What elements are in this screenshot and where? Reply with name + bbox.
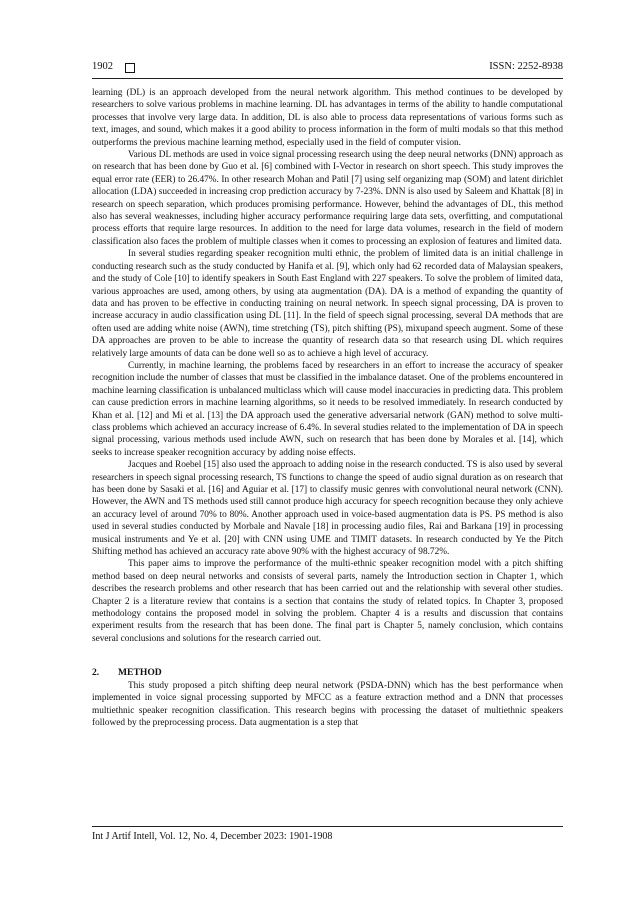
section-paragraph: This study proposed a pitch shifting deep neural network (PSDA-DNN) which has the best performance when implemented in voice signal processing supported by MFCC as a feature extraction method and a DNN that processes multiethnic speaker recognition classification. This research begins with processing the dataset of multiethnic speakers followed by the preprocessing process. Data augmentation is a step that — [92, 680, 563, 728]
paragraph-4: Currently, in machine learning, the problems faced by researchers in an effort to increase the accuracy of speaker recognition include the number of classes that must be classified in the imbalance dataset. One of the problems encountered in machine learning classification is unbalanced multiclass which will cause model inaccuracies in predicting data. This problem can cause prediction errors in machine learning algorithms, so it needs to be resolved immediately. In research conducted by Khan et al. [12] and Mi et al. [13] the DA approach used the generative adversarial network (GAN) method to solve multi-class problems which achieved an accuracy increase of 6.4%. In several studies related to the implementation of DA in speech signal processing, various methods used include AWN, such on research that has been done by Morales et al. [14], which seeks to increase speaker recognition accuracy by adding noise effects. — [92, 360, 563, 458]
page-number: 1902 — [92, 61, 113, 72]
section-number: 2. — [92, 667, 100, 679]
footer-rule — [92, 826, 563, 827]
section-heading — [92, 667, 563, 679]
paragraph-5: Jacques and Roebel [15] also used the approach to adding noise in the research conducted. TS is also used by several researchers in speech signal processing research, TS functions to change the speed of audio signal duration as on research that has been done by Sasaki et al. [16] and Aguiar et al. [17] to classify music genres with convolutional neural network (CNN). However, the AWN and TS methods used still cannot produce high accuracy for speech recognition because they only achieve an accuracy level of around 70% to 80%. Another approach used in voice-based augmentation data is PS. PS method is also used in several studies conducted by Morbale and Navale [18] in processing audio files, Rai and Barkana [19] in processing musical instruments and Ye et al. [20] with CNN using UME and TIMIT datasets. In research conducted by Ye the Pitch Shifting method has achieved an accuracy rate above 90% with the highest accuracy of 98.72%. — [92, 460, 563, 558]
footer-citation: Int J Artif Intell, Vol. 12, No. 4, December 2023: 1901-1908 — [92, 831, 333, 842]
article-body — [92, 87, 563, 729]
paragraph-6: This paper aims to improve the performance of the multi-ethnic speaker recognition model with a pitch shifting method based on deep neural networks and consists of several parts, namely the Introduction section in Chapter 1, which describes the research problems and other research that has been carried out and the relationship with several other studies. Chapter 2 is a literature review that contains is a section that contains the study of related topics. In Chapter 3, proposed methodology contains the proposed model in solving the problem. Chapter 4 is a results and discussion that contains experiment results from the research that has been done. The final part is Chapter 5, namely conclusion, which contains several conclusions and solutions for the research carried out. — [92, 559, 563, 644]
paragraph-3: In several studies regarding speaker recognition multi ethnic, the problem of limited data is an initial challenge in conducting research such as the study conducted by Hanifa et al. [9], which only had 62 recorded data of Malaysian speakers, and the study of Cole [10] to identify speakers in South East England with 227 speakers. To solve the problem of limited data, various approaches are used, among others, by using ata augmentation (DA). DA is a method of expanding the quantity of data and has proven to be effective in conducting training on neural network. In speech signal processing, DA is proven to increase accuracy in audio classification using DL [11]. In the field of speech signal processing, several DA methods that are often used are adding white noise (AWN), time stretching (TS), pitch shifting (PS), mixupand speech augment. Some of these DA approaches are proven to be able to increase the quantity of research data so that research using DL which requires relatively large amounts of data can be done well so as to achieve a high level of accuracy. — [92, 249, 563, 359]
separator-box-icon — [125, 63, 135, 73]
paragraph-1: learning (DL) is an approach developed from the neural network algorithm. This method continues to be developed by researchers to solve various problems in machine learning. DL has advantages in terms of the ability to handle computational processes that involve very large data. In addition, DL is also able to process data representations of various forms such as text, images, and sound, which makes it a good ability to process information in the form of multi modals so that this method outperforms the previous machine learning method, especially used in the field of computer vision. — [92, 88, 563, 148]
header-rule — [92, 78, 563, 79]
section-title: METHOD — [118, 667, 162, 679]
page-header — [92, 61, 563, 77]
paragraph-2: Various DL methods are used in voice signal processing research using the deep neural networks (DNN) approach as on research that has been done by Guo et al. [6] combined with I-Vector in research on short speech. This study improves the equal error rate (EER) to 26.47%. In other research Mohan and Patil [7] using self organizing map (SOM) and latent dirichlet allocation (LDA) succeeded in increasing crop prediction accuracy by 7-23%. DNN is also used by Saleem and Khattak [8] in research on speech separation, which produces promising performance. However, behind the advantages of DL, this method also has several weaknesses, including higher accuracy performance requiring large data sets, overfitting, and computational process efforts that require large resources. In addition to the need for large data volumes, research in the field of modern classification also faces the problem of multiple classes when it comes to processing an explosion of features and limited data. — [92, 150, 563, 247]
issn: ISSN: 2252-8938 — [489, 61, 563, 72]
